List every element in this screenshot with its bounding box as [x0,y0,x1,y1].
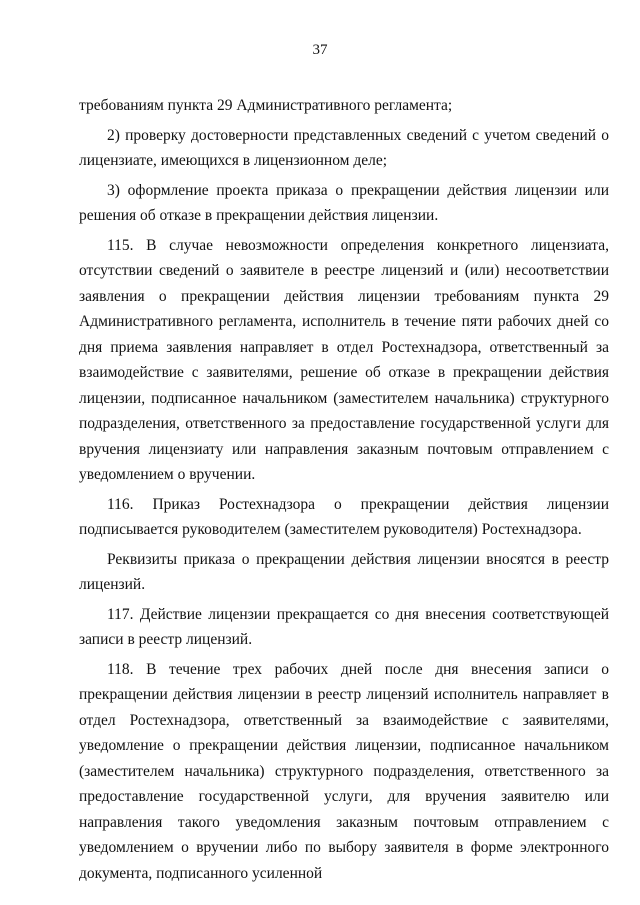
paragraph-requisites: Реквизиты приказа о прекращении действия лицензии вносятся в реестр лицензий. [79,550,609,593]
paragraph-116: 116. Приказ Ростехнадзора о прекращении действия лицензии подписывается руководителем (заместителем руководителя) Ростехнадзора. [79,495,609,538]
paragraph-115: 115. В случае невозможности определения конкретного лицензиата, отсутствии сведений о заявителе в реестре лицензий и (или) несоответствии заявления о прекращении действия лицензии требованиям пункта 29 Административного регламента, исполнитель в течение пяти рабочих дней со дня приема заявления направляет в отдел Ростехнадзора, ответственный за взаимодействие с заявителями, решение об отказе в прекращении действия лицензии, подписанное начальником (заместителем начальника) структурного подразделения, ответственного за предоставление государственной услуги для вручения лицензиату или направления заказным почтовым отправлением с уведомлением о вручении. [79,236,609,483]
paragraph-item-2: 2) проверку достоверности представленных сведений с учетом сведений о лицензиате, имеющихся в лицензионном деле; [79,126,609,169]
paragraph-118: 118. В течение трех рабочих дней после дня внесения записи о прекращении действия лицензии в реестр лицензий исполнитель направляет в отдел Ростехнадзора, ответственный за взаимодействие с заявителями, уведомление о прекращении действия лицензии, подписанное начальником (заместителем начальника) структурного подразделения, ответственного за предоставление государственной услуги, для вручения заявителю или направления такого уведомления заказным почтовым отправлением с уведомлением о вручении либо по выбору заявителя в форме электронного документа, подписанного усиленной [79,660,609,882]
paragraph-117: 117. Действие лицензии прекращается со дня внесения соответствующей записи в реестр лицензий. [79,605,609,648]
paragraph-item-3: 3) оформление проекта приказа о прекращении действия лицензии или решения об отказе в прекращении действия лицензии. [79,181,609,224]
paragraph-continuation: требованиям пункта 29 Административного регламента; [79,97,453,114]
document-body [79,93,609,890]
page-number: 37 [312,42,328,58]
